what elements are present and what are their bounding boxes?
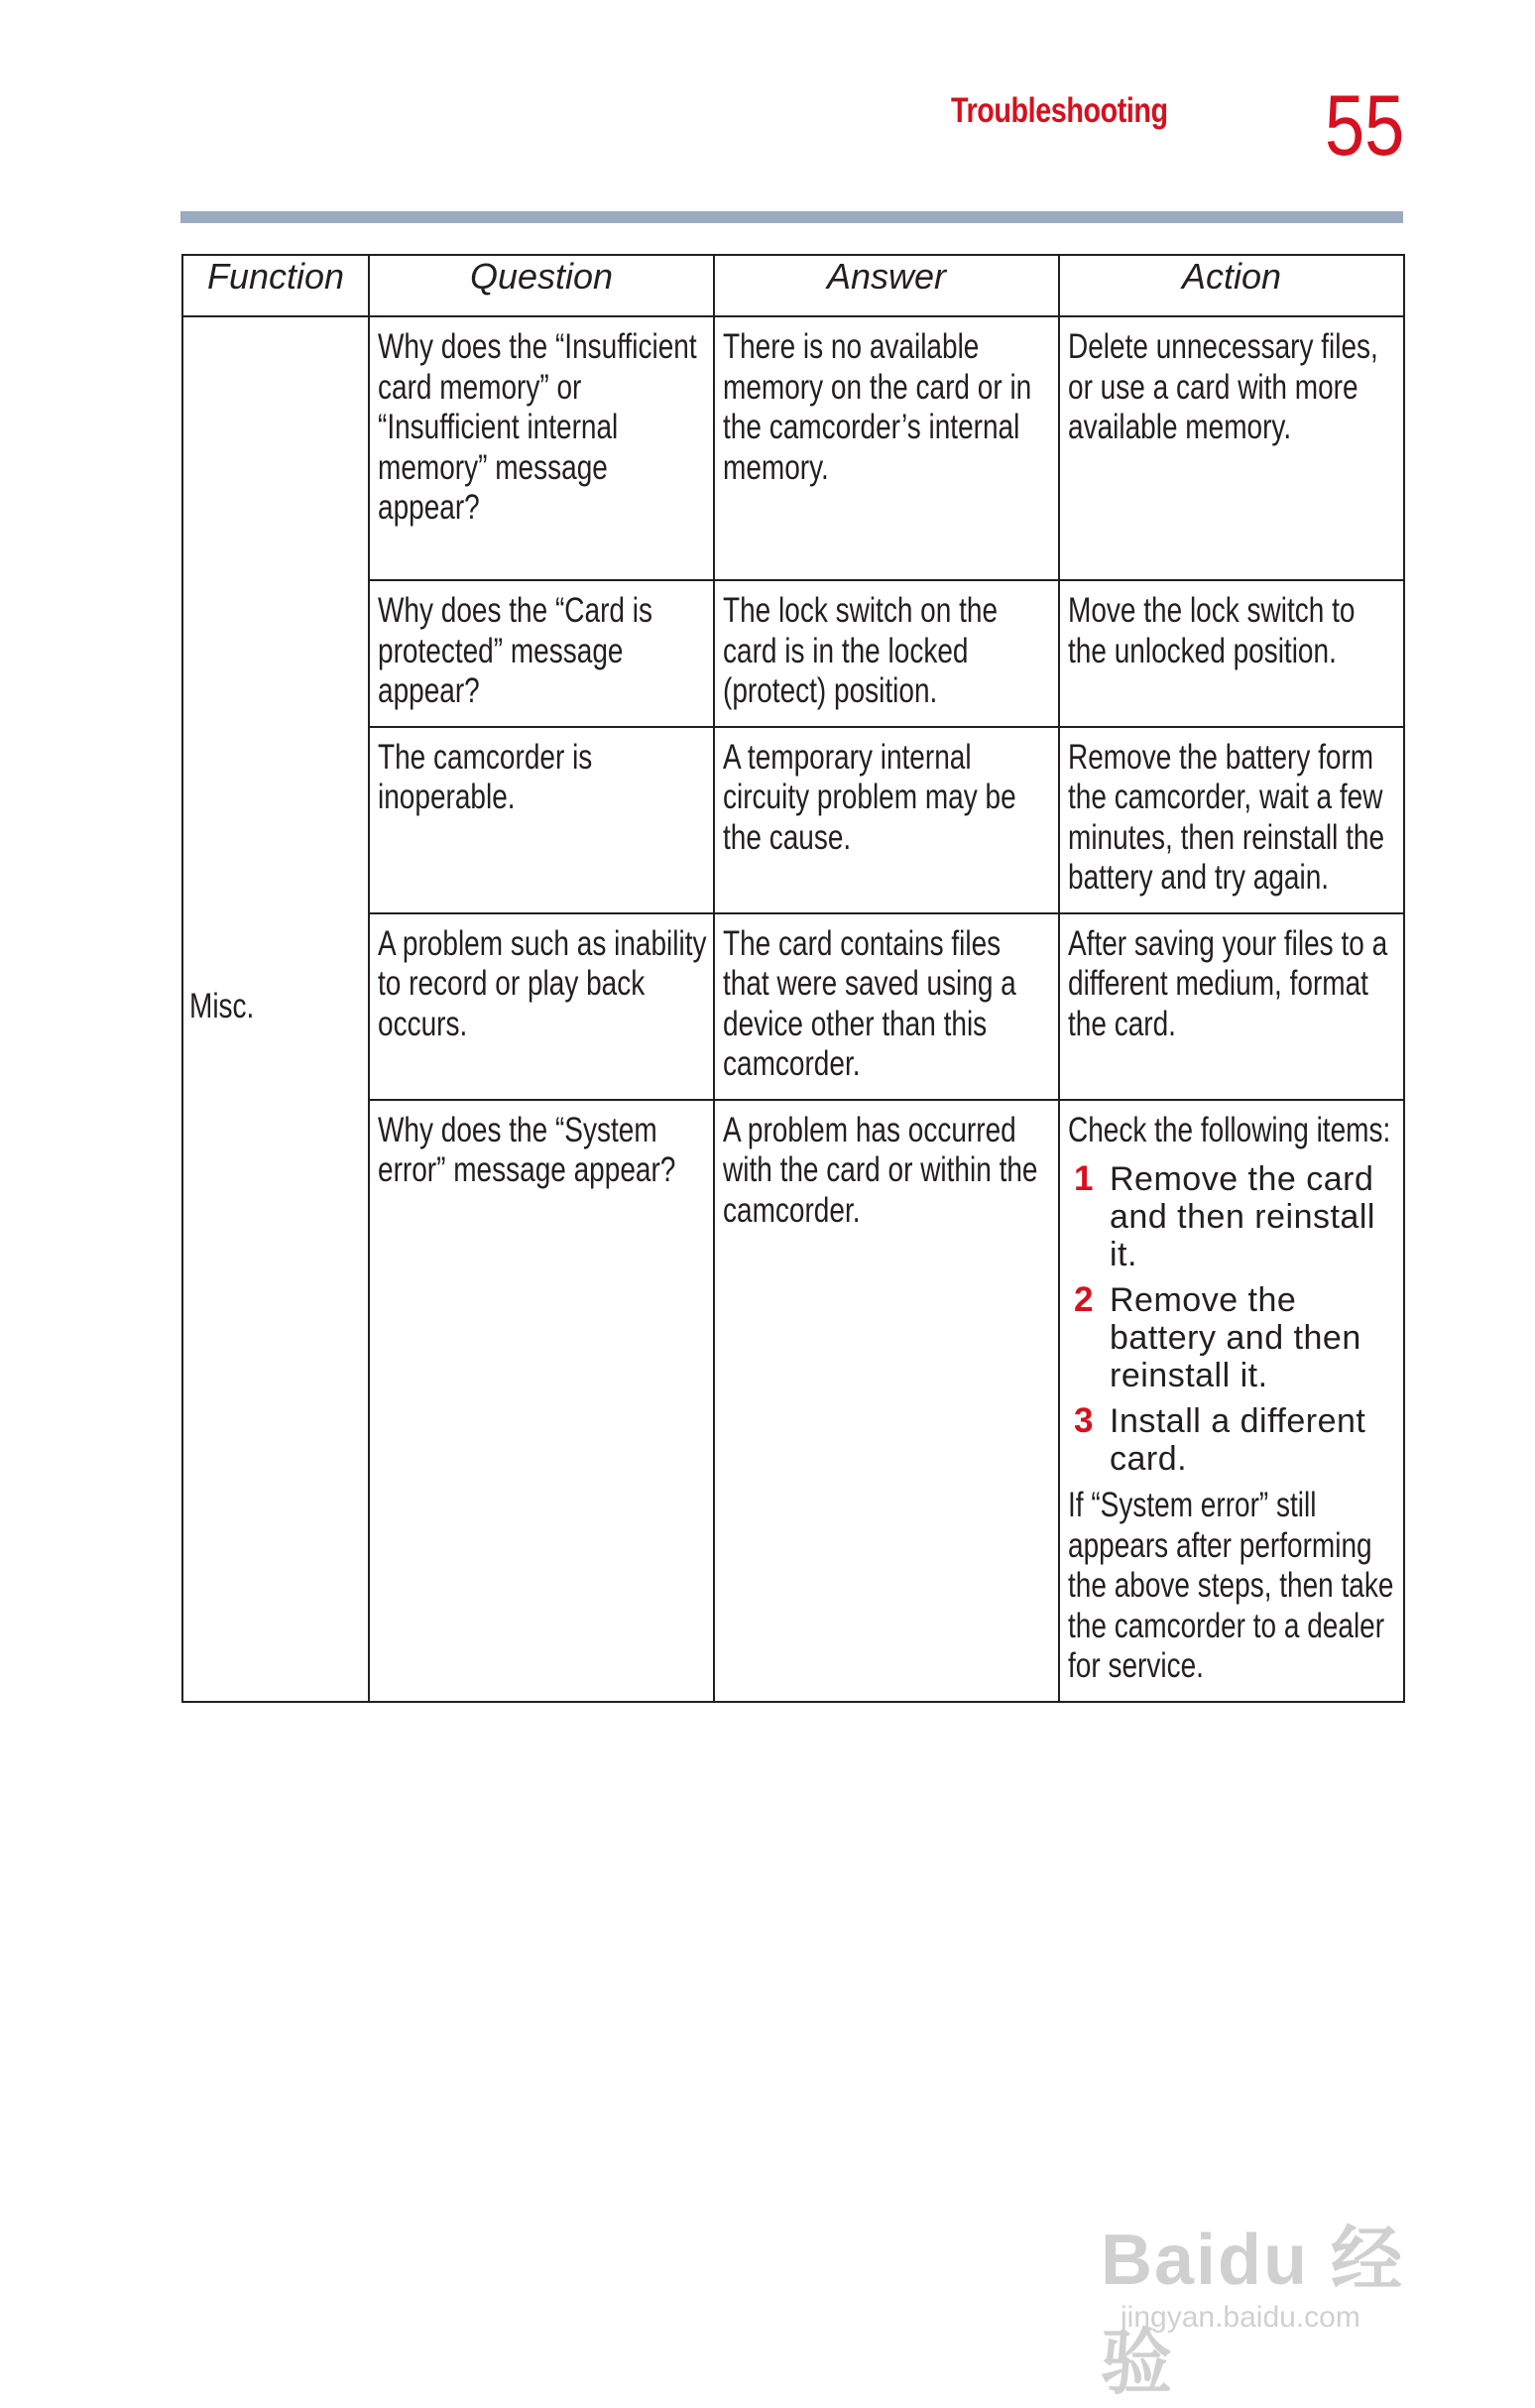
action-text: Delete unnecessary files, or use a card with more available memory. [1068,327,1378,446]
troubleshooting-table [181,254,1405,1703]
answer-text: The card contains files that were saved using a device other than this camcorder. [723,923,1016,1083]
table-header-row [182,255,1404,316]
function-label: Misc. [189,987,255,1025]
watermark-url: jingyan.baidu.com [1121,2301,1360,2334]
answer-cell [714,316,1059,580]
answer-text: The lock switch on the card is in the locked (protect) position. [723,591,999,710]
action-steps-list [1068,1160,1397,1478]
step-text: Remove the battery and then reinstall it. [1110,1281,1361,1394]
answer-cell [714,1100,1059,1702]
answer-text: A problem has occurred with the card or within the camcorder. [723,1110,1038,1230]
question-cell [369,316,714,580]
action-cell [1059,913,1404,1100]
question-cell [369,1100,714,1702]
step-number: 1 [1074,1159,1094,1198]
action-text: After saving your files to a different medium, format the card. [1068,923,1388,1043]
section-title: Troubleshooting [951,91,1168,130]
function-cell [182,316,369,1702]
action-text: Move the lock switch to the unlocked position. [1068,591,1356,670]
answer-text: A temporary internal circuity problem may be the cause. [723,737,1016,857]
answer-cell [714,580,1059,727]
action-cell [1059,1100,1404,1702]
column-header-label: Question [469,256,614,297]
column-header-question [369,255,714,316]
action-step [1068,1281,1397,1394]
question-text: The camcorder is inoperable. [378,737,593,816]
answer-text: There is no available memory on the card or in the camcorder’s internal memory. [723,327,1032,487]
action-intro: Check the following items: [1068,1110,1391,1149]
question-text: A problem such as inability to record or play back occurs. [378,923,707,1043]
column-header-label: Answer [826,256,947,297]
table-row [182,316,1404,580]
action-cell [1059,727,1404,913]
action-step [1068,1160,1397,1273]
page-number: 55 [1325,78,1405,174]
action-outro: If “System error” still appears after performing the above steps, then take the camcorder to a dealer for service. [1068,1486,1394,1685]
column-header-function [182,255,369,316]
action-cell [1059,316,1404,580]
question-text: Why does the “Card is protected” message appear? [378,591,652,710]
action-step [1068,1402,1397,1478]
step-number: 3 [1074,1401,1094,1440]
answer-cell [714,913,1059,1100]
question-cell [369,913,714,1100]
column-header-action [1059,255,1404,316]
action-text: Remove the battery form the camcorder, wait a few minutes, then reinstall the battery and try again. [1068,737,1385,897]
step-text: Remove the card and then reinstall it. [1110,1160,1375,1273]
watermark [1081,2142,1458,2403]
question-cell [369,727,714,913]
column-header-answer [714,255,1059,316]
header-rule [180,211,1403,223]
step-number: 2 [1074,1280,1094,1319]
action-cell [1059,580,1404,727]
answer-cell [714,727,1059,913]
watermark-logo: Baidu 经验 [1101,2221,1405,2403]
question-text: Why does the “System error” message appear? [378,1110,676,1189]
column-header-label: Action [1181,256,1282,297]
question-text: Why does the “Insufficient card memory” or “Insufficient internal memory” message appear? [378,327,697,527]
column-header-label: Function [206,256,345,297]
question-cell [369,580,714,727]
step-text: Install a different card. [1110,1402,1366,1478]
